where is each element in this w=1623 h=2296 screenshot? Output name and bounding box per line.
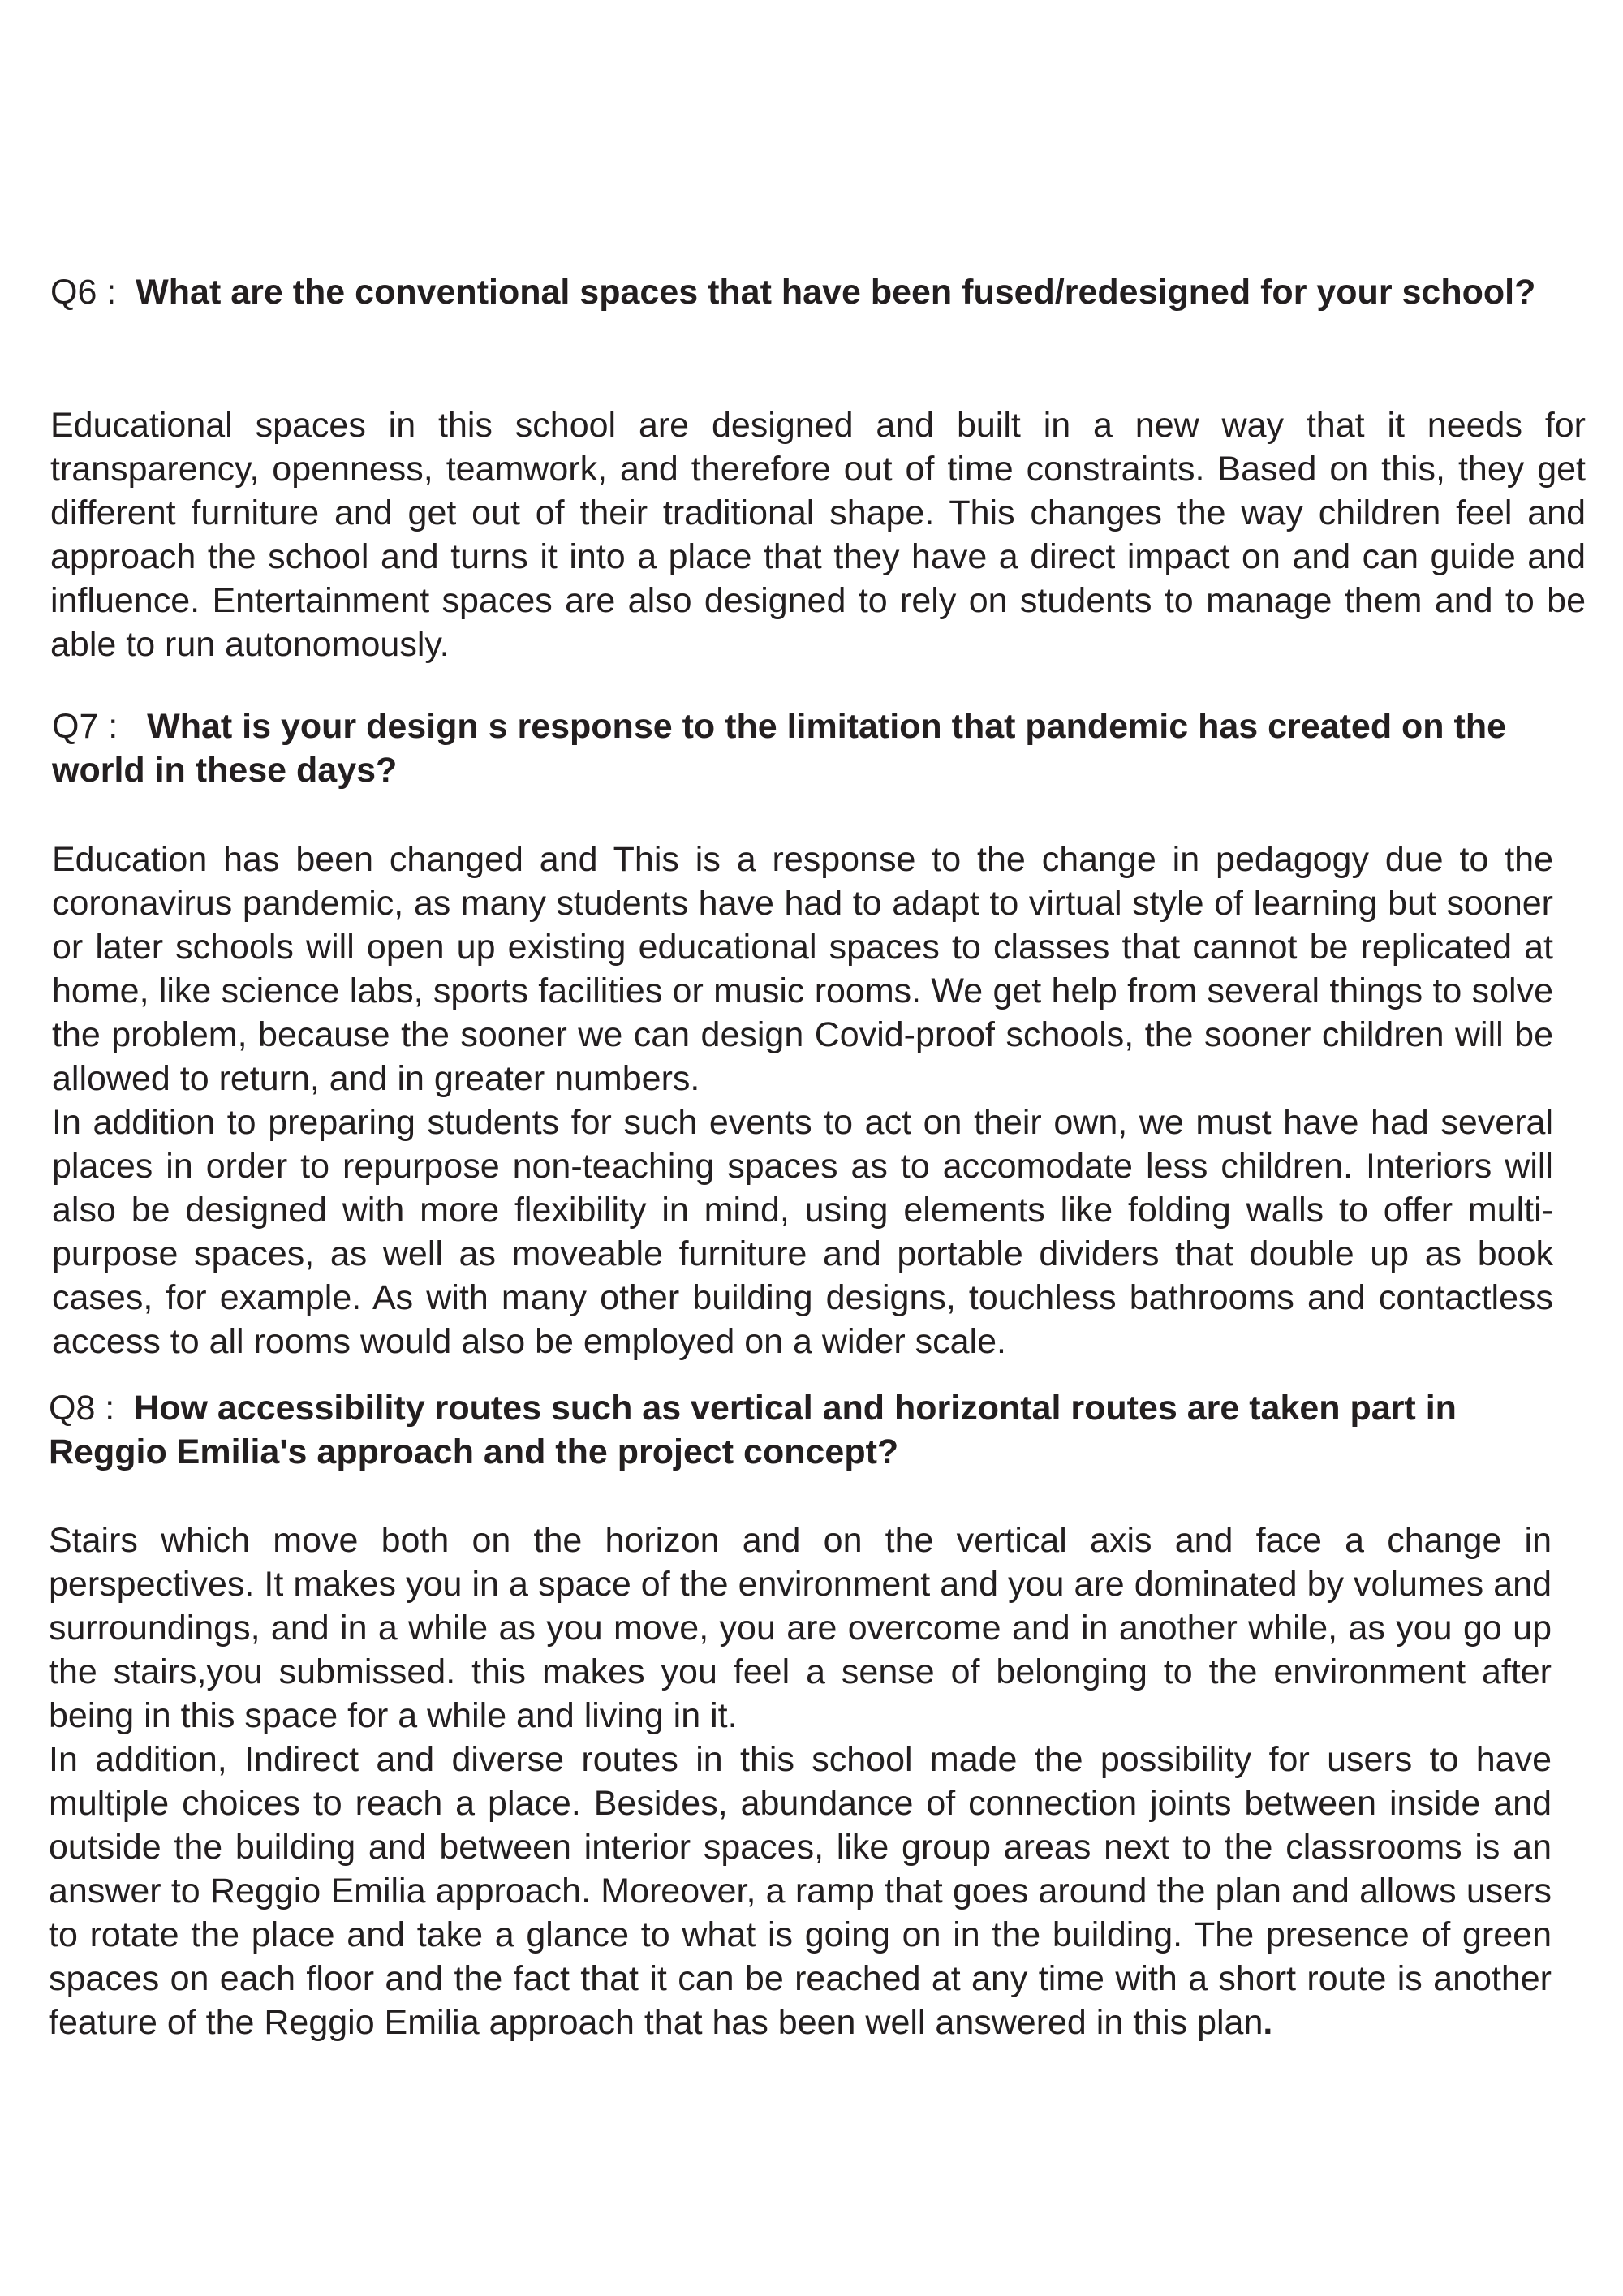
question-number: Q6 : [50, 273, 117, 312]
answer-paragraph: In addition to preparing students for such events to act on their own, we must have had several places in order to repurpose non-teaching spaces as to accomodate less children. Interiors will also be designed with more flexibility in mind, using elements like folding walls to offer multi-purpose spaces, as well as moveable furniture and portable dividers that double up as book cases, for example. As with many other building designs, touchless bathrooms and contactless access to all rooms would also be employed on a wider scale. [52, 1103, 1553, 1361]
question-number: Q8 : [49, 1389, 115, 1428]
answer-paragraph [49, 1738, 1552, 2044]
answer-paragraph: Educational spaces in this school are designed and built in a new way that it needs for transparency, openness, teamwork, and therefore out of time constraints. Based on this, they get different furniture and get out of their traditional shape. This changes the way children feel and approach the school and turns it into a place that they have a direct impact on and can guide and influence. Entertainment spaces are also designed to rely on students to manage them and to be able to run autonomously. [50, 406, 1586, 664]
question-text: What is your design s response to the limitation that pandemic has created on the world in these days? [52, 707, 1507, 790]
question-block-q8 [49, 1386, 1574, 1474]
question-heading [52, 704, 1569, 792]
question-text: How accessibility routes such as vertical and horizontal routes are taken part in Reggio Emilia's approach and the project concept? [49, 1389, 1457, 1471]
answer-block-q7 [52, 838, 1553, 1363]
question-heading [49, 1386, 1574, 1474]
question-block-q7 [52, 704, 1569, 792]
question-heading [50, 270, 1568, 314]
answer-paragraph: Stairs which move both on the horizon and on the vertical axis and face a change in perspectives. It makes you in a space of the environment and you are dominated by volumes and surroundings, and in a while as you move, you are overcome and in another while, as you go up the stairs,you submissed. this makes you feel a sense of belonging to the environment after being in this space for a while and living in it. [49, 1521, 1552, 1735]
answer-block-q8 [49, 1518, 1552, 2044]
question-text: What are the conventional spaces that have been fused/redesigned for your school? [136, 273, 1536, 312]
answer-block-q6 [50, 403, 1586, 666]
closing-period: . [1263, 2003, 1273, 2042]
answer-text: In addition, Indirect and diverse routes in this school made the possibility for users to have multiple choices to reach a place. Besides, abundance of connection joints between inside and outside the building and between interior spaces, like group areas next to the classrooms is an answer to Reggio Emilia approach. Moreover, a ramp that goes around the plan and allows users to rotate the place and take a glance to what is going on in the building. The presence of green spaces on each floor and the fact that it can be reached at any time with a short route is another feature of the Reggio Emilia approach that has been well answered in this plan [49, 1740, 1552, 2042]
answer-paragraph: Education has been changed and This is a response to the change in pedagogy due to the coronavirus pandemic, as many students have had to adapt to virtual style of learning but sooner or later schools will open up existing educational spaces to classes that cannot be replicated at home, like science labs, sports facilities or music rooms. We get help from several things to solve the problem, because the sooner we can design Covid-proof schools, the sooner children will be allowed to return, and in greater numbers. [52, 840, 1553, 1098]
question-number: Q7 : [52, 707, 118, 746]
question-block-q6 [50, 270, 1568, 314]
